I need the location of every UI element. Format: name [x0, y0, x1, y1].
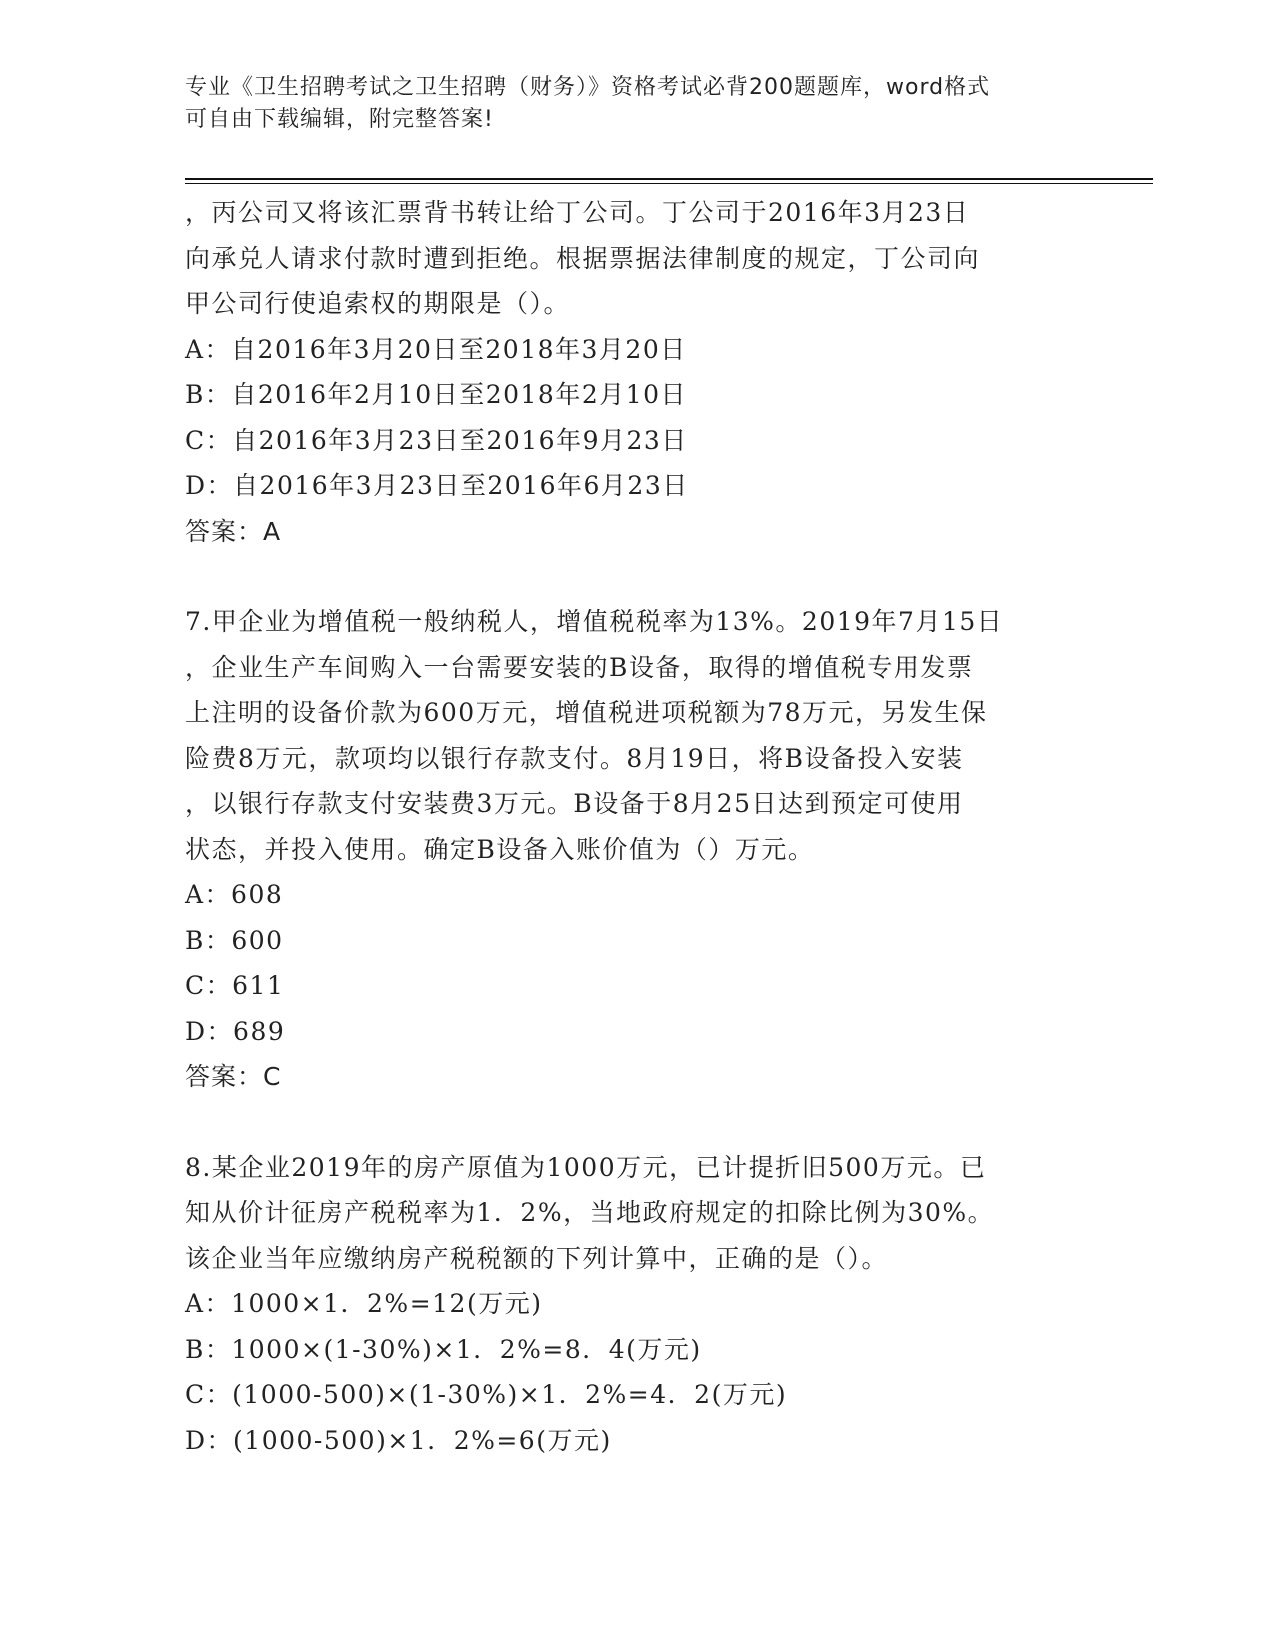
- option-b: B：600: [185, 925, 284, 955]
- question-text-line: 7.甲企业为增值税一般纳税人，增值税税率为13%。2019年7月15日: [185, 607, 1004, 636]
- option-c: C：611: [185, 971, 285, 1000]
- option-a: A：自2016年3月20日至2018年3月20日: [185, 334, 687, 364]
- option-b: B：1000×(1-30%)×1．2%=8．4(万元): [185, 1334, 702, 1364]
- document-header: [185, 72, 1065, 136]
- question-text-line: ，企业生产车间购入一台需要安装的B设备，取得的增值税专用发票: [185, 652, 974, 682]
- question-7: [185, 599, 1105, 1100]
- question-text-line: ，以银行存款支付安装费3万元。B设备于8月25日达到预定可使用: [185, 789, 964, 818]
- option-a: A：608: [185, 880, 284, 909]
- question-text-line: ，丙公司又将该汇票背书转让给丁公司。丁公司于2016年3月23日: [185, 198, 970, 227]
- option-c: C：(1000-500)×(1-30%)×1．2%=4．2(万元): [185, 1380, 788, 1409]
- question-text-line: 知从价计征房产税税率为1．2%，当地政府规定的扣除比例为30%。: [185, 1198, 995, 1227]
- option-b: B：自2016年2月10日至2018年2月10日: [185, 380, 688, 409]
- answer-label: 答案：C: [185, 1062, 282, 1091]
- header-divider: [185, 178, 1153, 180]
- answer-label: 答案：A: [185, 516, 282, 546]
- option-d: D：689: [185, 1016, 286, 1046]
- spacer: [185, 1100, 1105, 1145]
- spacer: [185, 554, 1105, 599]
- question-8: [185, 1145, 1105, 1464]
- document-body: [185, 190, 1105, 1463]
- question-text-line: 甲公司行使追索权的期限是（）。: [185, 289, 571, 318]
- question-text-line: 险费8万元，款项均以银行存款支付。8月19日，将B设备投入安装: [185, 743, 964, 773]
- option-c: C：自2016年3月23日至2016年9月23日: [185, 425, 688, 455]
- question-6: [185, 190, 1105, 554]
- header-line-2: 可自由下载编辑，附完整答案!: [185, 107, 494, 132]
- header-line-1: 专业《卫生招聘考试之卫生招聘（财务）》资格考试必背200题题库，word格式: [185, 75, 991, 100]
- option-d: D：自2016年3月23日至2016年6月23日: [185, 471, 689, 500]
- question-text-line: 上注明的设备价款为600万元，增值税进项税额为78万元，另发生保: [185, 698, 988, 727]
- header-divider-thin: [185, 183, 1153, 184]
- question-text-line: 状态，并投入使用。确定B设备入账价值为（）万元。: [185, 834, 815, 864]
- option-a: A：1000×1．2%=12(万元): [185, 1289, 543, 1318]
- question-text-line: 向承兑人请求付款时遭到拒绝。根据票据法律制度的规定，丁公司向: [185, 243, 981, 273]
- question-text-line: 该企业当年应缴纳房产税税额的下列计算中，正确的是（）。: [185, 1243, 889, 1273]
- option-d: D：(1000-500)×1．2%=6(万元): [185, 1425, 612, 1455]
- question-text-line: 8.某企业2019年的房产原值为1000万元，已计提折旧500万元。已: [185, 1152, 987, 1182]
